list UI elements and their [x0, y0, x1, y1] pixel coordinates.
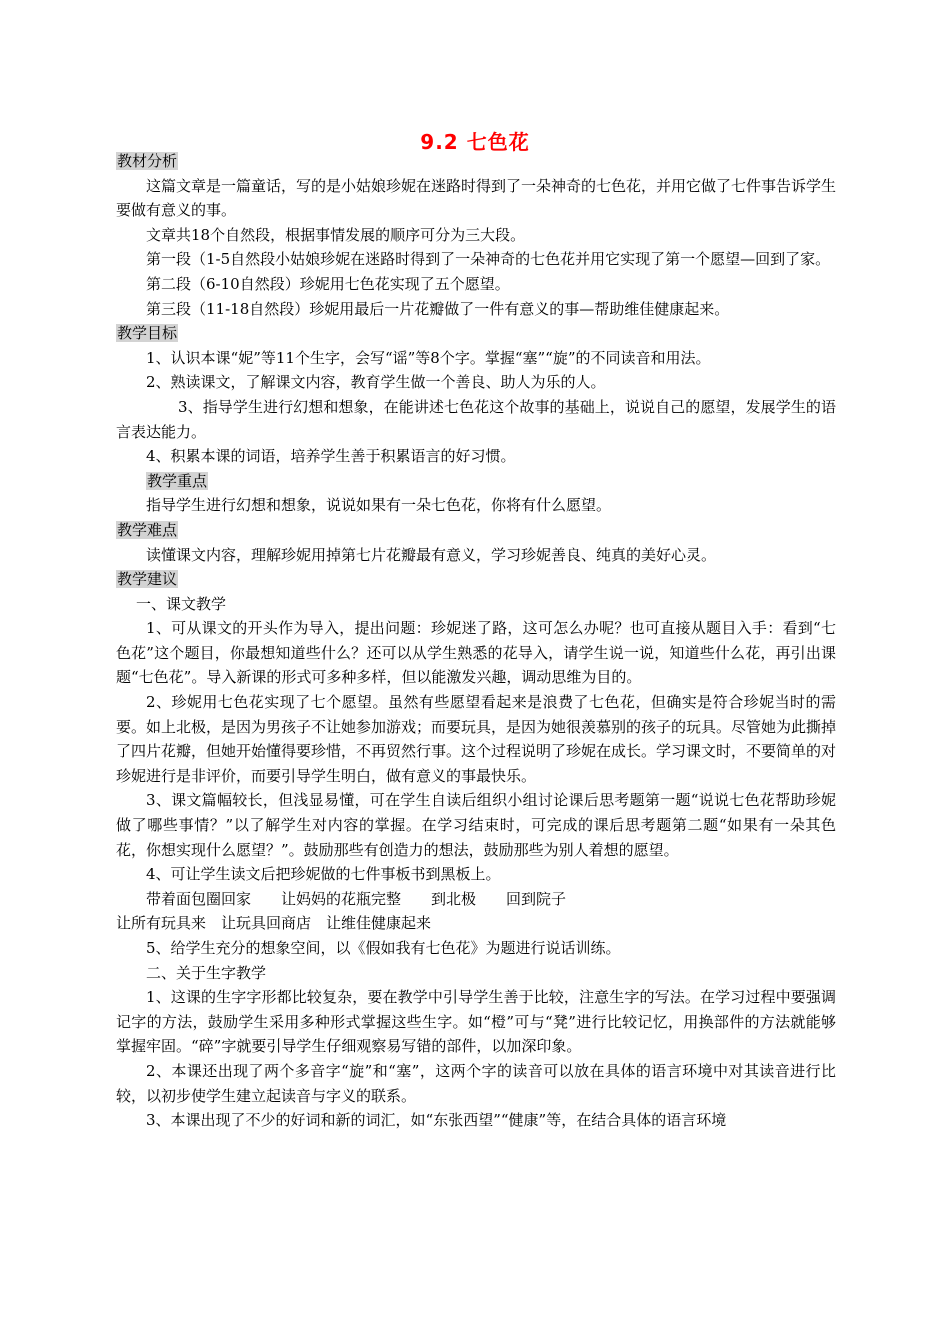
suggestion-item: 1、可从课文的开头作为导入，提出问题：珍妮迷了路，这可怎么办呢？也可直接从题目入手：看到“七色花”这个题目，你最想知道些什么？还可以从学生熟悉的花导入，请学生说一说，知道些什么花，再引出课题“七色花”。导入新课的形式可多种多样，但以能激发兴趣，调动思维为目的。	[116, 619, 836, 687]
section-heading-key-points: 教学重点	[147, 471, 208, 490]
character-teaching-item: 2、本课还出现了两个多音字“旋”和“塞”，这两个字的读音可以放在具体的语言环境中对其读音进行比较，以初步使学生建立起读音与字义的联系。	[116, 1061, 836, 1105]
analysis-paragraph: 第一段（1-5自然段小姑娘珍妮在迷路时得到了一朵神奇的七色花并用它实现了第一个愿望—回到了家。	[146, 250, 831, 269]
suggestion-item: 3、课文篇幅较长，但浅显易懂，可在学生自读后组织小组讨论课后思考题第一题“说说七色花帮助珍妮做了哪些事情？”以了解学生对内容的掌握。在学习结束时，可完成的课后思考题第二题“如果有一朵其色花，你想实现什么愿望？”。鼓励那些有创造力的想法，鼓励那些为别人着想的愿望。	[116, 791, 836, 859]
key-points-text: 指导学生进行幻想和想象，说说如果有一朵七色花，你将有什么愿望。	[146, 496, 612, 515]
analysis-paragraph: 第二段（6-10自然段）珍妮用七色花实现了五个愿望。	[146, 274, 510, 293]
suggestion-item: 4、可让学生读文后把珍妮做的七件事板书到黑板上。	[146, 865, 501, 884]
goal-item: 3、指导学生进行幻想和想象，在能讲述七色花这个故事的基础上，说说自己的愿望，发展学生的语言表达能力。	[116, 397, 836, 441]
part1-title: 一、课文教学	[136, 594, 227, 613]
analysis-paragraph: 这篇文章是一篇童话，写的是小姑娘珍妮在迷路时得到了一朵神奇的七色花，并用它做了七件事告诉学生要做有意义的事。	[116, 176, 837, 220]
character-teaching-item: 1、这课的生字字形都比较复杂，要在教学中引导学生善于比较，注意生字的写法。在学习过程中要强调记字的方法，鼓励学生采用多种形式掌握这些生字。如“橙”可与“凳”进行比较记忆，用换部件的方法就能够掌握牢固。“碎”字就要引导学生仔细观察易写错的部件，以加深印象。	[116, 988, 836, 1056]
suggestion-item: 2、珍妮用七色花实现了七个愿望。虽然有些愿望看起来是浪费了七色花，但确实是符合珍妮当时的需要。如上北极，是因为男孩子不让她参加游戏；而要玩具，是因为她很羡慕别的孩子的玩具。尽管她为此撕掉了四片花瓣，但她开始懂得要珍惜，不再贸然行事。这个过程说明了珍妮在成长。学习课文时，不要简单的对珍妮进行是非评价，而要引导学生明白，做有意义的事最快乐。	[116, 693, 837, 785]
character-teaching-item: 3、本课出现了不少的好词和新的词汇，如“东张西望”“健康”等，在结合具体的语言环境	[146, 1111, 727, 1130]
section-heading-difficulties: 教学难点	[117, 520, 178, 539]
document-body	[116, 149, 836, 1133]
analysis-paragraph: 文章共18个自然段，根据事情发展的顺序可分为三大段。	[146, 225, 526, 244]
goal-item: 2、熟读课文，了解课文内容，教育学生做一个善良、助人为乐的人。	[146, 373, 606, 392]
board-list-line: 让所有玩具来 让玩具回商店 让维佳健康起来	[116, 914, 432, 933]
section-heading-suggestions: 教学建议	[117, 570, 178, 589]
document-title: 9.2 七色花	[420, 130, 530, 154]
section-heading-analysis: 教材分析	[117, 152, 178, 170]
goal-item: 4、积累本课的词语，培养学生善于积累语言的好习惯。	[146, 447, 516, 466]
goal-item: 1、认识本课“妮”等11个生字，会写“谣”等8个字。掌握“塞”“旋”的不同读音和用法。	[146, 348, 711, 367]
difficulties-text: 读懂课文内容，理解珍妮用掉第七片花瓣最有意义，学习珍妮善良、纯真的美好心灵。	[146, 545, 717, 564]
analysis-paragraph: 第三段（11-18自然段）珍妮用最后一片花瓣做了一件有意义的事—帮助维佳健康起来。	[146, 299, 730, 318]
section-heading-goals: 教学目标	[117, 324, 178, 343]
suggestion-item: 5、给学生充分的想象空间，以《假如我有七色花》为题进行说话训练。	[146, 939, 621, 957]
part2-title: 二、关于生字教学	[146, 963, 267, 982]
board-list-line: 带着面包圈回家 让妈妈的花瓶完整 到北极 回到院子	[146, 889, 567, 908]
